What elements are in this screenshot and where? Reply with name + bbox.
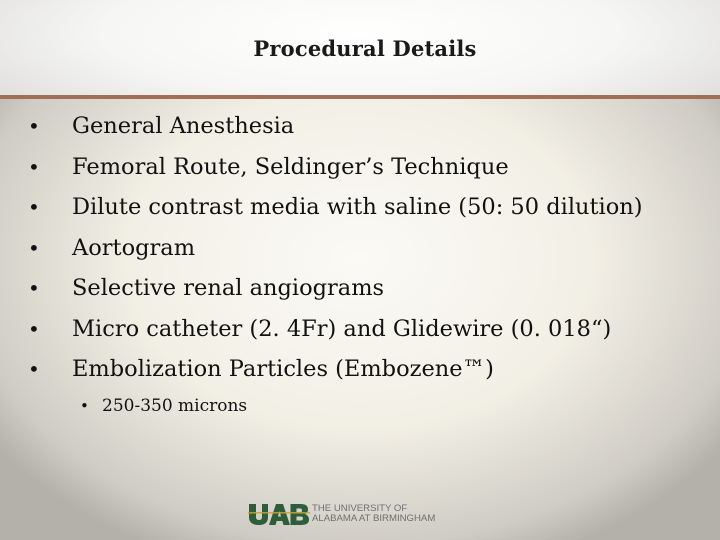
bullet-list [28, 113, 643, 397]
bullet-dot-icon: • [28, 114, 40, 138]
slide-title: Procedural Details [253, 36, 477, 61]
sub-bullet-list [80, 396, 247, 416]
bullet-text: General Anesthesia [72, 113, 295, 139]
bullet-text: Femoral Route, Seldinger’s Technique [72, 153, 509, 180]
bullet-item [28, 113, 643, 154]
bullet-dot-icon: • [28, 357, 40, 381]
bullet-text: Embolization Particles (Embozene™) [72, 356, 494, 382]
bullet-dot-icon: • [28, 276, 40, 300]
bullet-item [28, 275, 643, 316]
bullet-dot-icon: • [28, 235, 40, 260]
logo-line-1: THE UNIVERSITY OF [312, 502, 408, 514]
bullet-text: Micro catheter (2. 4Fr) and Glidewire (0. 018“) [72, 315, 612, 342]
bullet-dot-icon: • [28, 316, 40, 341]
bullet-text: Selective renal angiograms [72, 275, 385, 301]
bullet-dot-icon: • [28, 195, 40, 219]
bullet-item [28, 235, 643, 276]
uab-logo-text [312, 504, 435, 525]
bullet-text: Dilute contrast media with saline (50: 50 dilution) [72, 194, 643, 220]
logo-line-2: ALABAMA AT BIRMINGHAM [312, 513, 436, 524]
uab-logo [248, 501, 435, 527]
sub-bullet-text: 250-350 microns [102, 396, 248, 416]
bullet-item [28, 356, 643, 397]
bullet-item [28, 316, 643, 357]
bullet-dot-icon: • [28, 154, 40, 179]
title-divider [0, 95, 720, 99]
bullet-text: Aortogram [72, 234, 196, 261]
bullet-item [28, 154, 643, 195]
sub-bullet-dot-icon: • [80, 397, 89, 415]
uab-logo-mark-icon [248, 502, 310, 526]
sub-bullet-item [80, 396, 247, 416]
bullet-item [28, 194, 643, 235]
